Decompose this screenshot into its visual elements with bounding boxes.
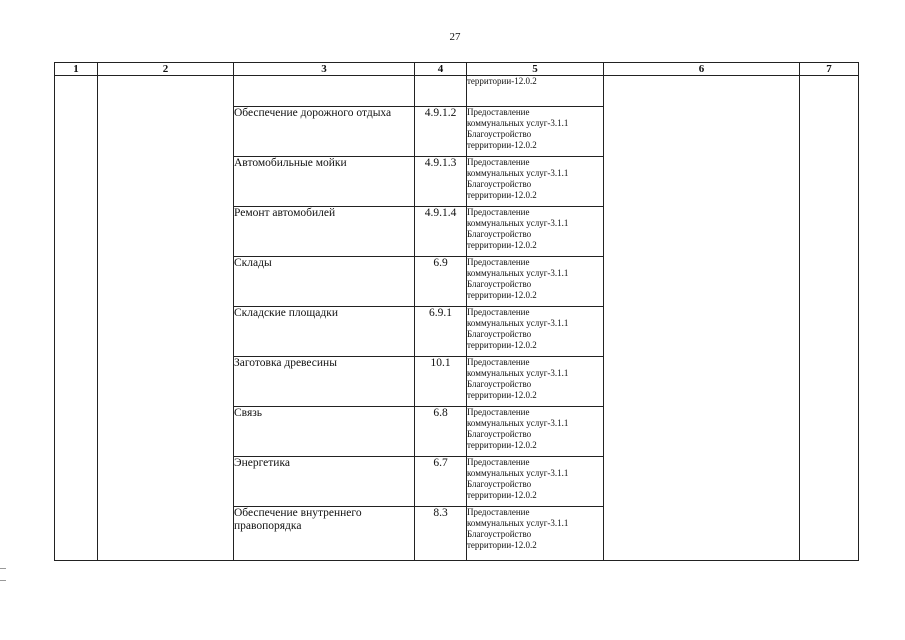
auxiliary-use-line: Предоставление [467, 457, 530, 467]
page-number: 27 [449, 31, 461, 43]
auxiliary-uses-cell [467, 307, 604, 357]
auxiliary-use-line: Благоустройство [467, 229, 532, 239]
auxiliary-use-line: Благоустройство [467, 379, 532, 389]
auxiliary-use-line: Предоставление [467, 107, 530, 117]
auxiliary-use-line: Предоставление [467, 307, 530, 317]
auxiliary-use-line: Благоустройство [467, 179, 532, 189]
column-header-2: 2 [98, 63, 234, 76]
use-name-cell: Автомобильные мойки [234, 157, 415, 207]
auxiliary-uses-cell [467, 157, 604, 207]
land-use-table [54, 62, 859, 561]
auxiliary-use-line: коммунальных услуг-3.1.1 [467, 468, 569, 478]
auxiliary-use-line: территории-12.0.2 [467, 76, 537, 86]
auxiliary-uses-cell [467, 357, 604, 407]
auxiliary-use-line: коммунальных услуг-3.1.1 [467, 368, 569, 378]
column-header-6: 6 [604, 63, 800, 76]
column-2-cell [98, 76, 234, 561]
column-1-cell [55, 76, 98, 561]
column-7-cell [800, 76, 859, 561]
auxiliary-use-line: территории-12.0.2 [467, 440, 537, 450]
use-code-cell [415, 76, 467, 107]
auxiliary-use-line: Предоставление [467, 157, 530, 167]
auxiliary-use-line: территории-12.0.2 [467, 540, 537, 550]
use-name-cell: Связь [234, 407, 415, 457]
header-row [55, 63, 859, 76]
margin-mark [0, 568, 6, 569]
use-name-cell [234, 76, 415, 107]
use-code-cell: 6.9.1 [415, 307, 467, 357]
auxiliary-uses-cell [467, 407, 604, 457]
auxiliary-uses-cell [467, 507, 604, 561]
use-name-cell: Склады [234, 257, 415, 307]
auxiliary-use-line: Предоставление [467, 257, 530, 267]
column-header-7: 7 [800, 63, 859, 76]
table-body [55, 76, 859, 561]
column-header-1: 1 [55, 63, 98, 76]
use-name-cell: Обеспечение дорожного отдыха [234, 107, 415, 157]
auxiliary-uses-cell [467, 457, 604, 507]
auxiliary-uses-cell [467, 76, 604, 107]
use-code-cell: 4.9.1.4 [415, 207, 467, 257]
auxiliary-use-line: Предоставление [467, 357, 530, 367]
auxiliary-use-line: Предоставление [467, 507, 530, 517]
use-name-cell: Складские площадки [234, 307, 415, 357]
auxiliary-uses-cell [467, 207, 604, 257]
auxiliary-uses-cell [467, 107, 604, 157]
table-row [55, 76, 859, 107]
use-code-cell: 10.1 [415, 357, 467, 407]
auxiliary-use-line: Благоустройство [467, 479, 532, 489]
auxiliary-use-line: территории-12.0.2 [467, 340, 537, 350]
column-header-4: 4 [415, 63, 467, 76]
auxiliary-use-line: Благоустройство [467, 529, 532, 539]
use-name-cell: Энергетика [234, 457, 415, 507]
use-code-cell: 6.9 [415, 257, 467, 307]
use-code-cell: 8.3 [415, 507, 467, 561]
auxiliary-use-line: коммунальных услуг-3.1.1 [467, 268, 569, 278]
auxiliary-use-line: территории-12.0.2 [467, 490, 537, 500]
auxiliary-use-line: территории-12.0.2 [467, 190, 537, 200]
use-code-cell: 4.9.1.3 [415, 157, 467, 207]
auxiliary-use-line: территории-12.0.2 [467, 140, 537, 150]
auxiliary-use-line: Благоустройство [467, 329, 532, 339]
auxiliary-use-line: коммунальных услуг-3.1.1 [467, 218, 569, 228]
auxiliary-use-line: Благоустройство [467, 129, 532, 139]
auxiliary-use-line: коммунальных услуг-3.1.1 [467, 418, 569, 428]
use-code-cell: 4.9.1.2 [415, 107, 467, 157]
use-code-cell: 6.8 [415, 407, 467, 457]
column-6-cell [604, 76, 800, 561]
auxiliary-use-line: территории-12.0.2 [467, 390, 537, 400]
auxiliary-use-line: коммунальных услуг-3.1.1 [467, 518, 569, 528]
auxiliary-use-line: Благоустройство [467, 429, 532, 439]
auxiliary-use-line: коммунальных услуг-3.1.1 [467, 168, 569, 178]
auxiliary-use-line: коммунальных услуг-3.1.1 [467, 318, 569, 328]
use-name-cell: Обеспечение внутреннего правопорядка [234, 507, 415, 561]
auxiliary-use-line: Предоставление [467, 207, 530, 217]
margin-mark [0, 580, 6, 581]
auxiliary-use-line: территории-12.0.2 [467, 240, 537, 250]
use-code-cell: 6.7 [415, 457, 467, 507]
auxiliary-use-line: Предоставление [467, 407, 530, 417]
auxiliary-uses-cell [467, 257, 604, 307]
auxiliary-use-line: Благоустройство [467, 279, 532, 289]
auxiliary-use-line: коммунальных услуг-3.1.1 [467, 118, 569, 128]
use-name-cell: Заготовка древесины [234, 357, 415, 407]
column-header-3: 3 [234, 63, 415, 76]
auxiliary-use-line: территории-12.0.2 [467, 290, 537, 300]
use-name-cell: Ремонт автомобилей [234, 207, 415, 257]
column-header-5: 5 [467, 63, 604, 76]
